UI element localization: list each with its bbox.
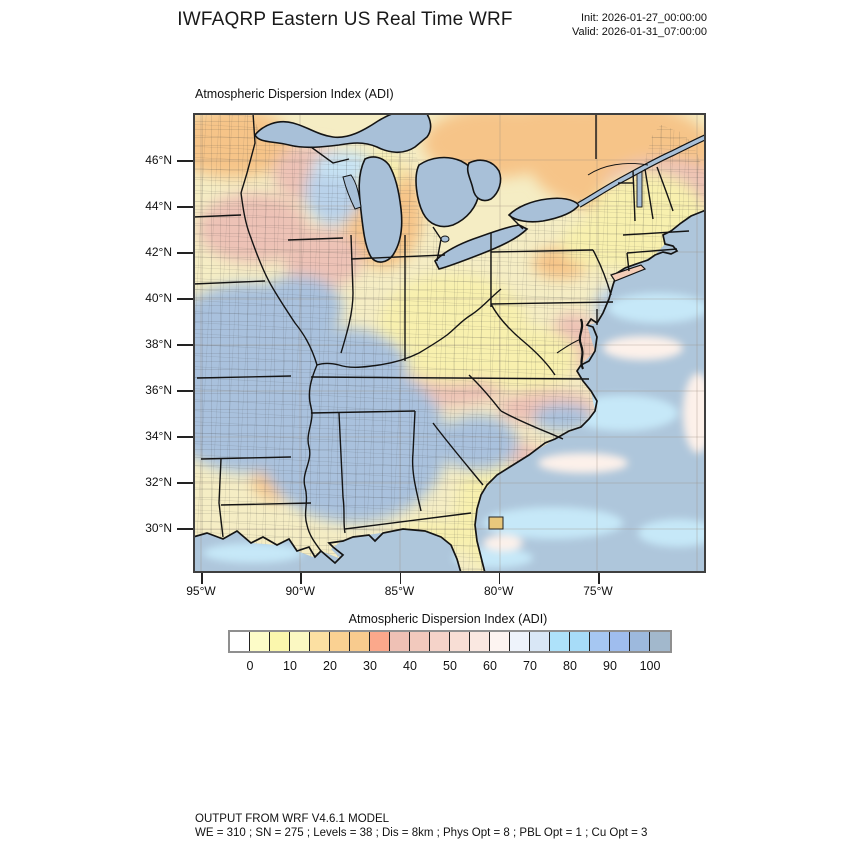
model-info bbox=[195, 812, 647, 840]
lat-tick-mark bbox=[177, 482, 193, 484]
adi-map-canvas bbox=[193, 113, 706, 573]
lat-tick-label: 32°N bbox=[145, 475, 172, 489]
colorbar-cell bbox=[270, 632, 290, 651]
lon-tick-label: 95°W bbox=[186, 584, 216, 598]
okefenokee-patch bbox=[489, 517, 503, 529]
lat-tick-label: 38°N bbox=[145, 337, 172, 351]
lat-tick-label: 46°N bbox=[145, 153, 172, 167]
colorbar-cell bbox=[430, 632, 450, 651]
colorbar-cell bbox=[490, 632, 510, 651]
colorbar-cell bbox=[390, 632, 410, 651]
colorbar-cell bbox=[410, 632, 430, 651]
colorbar-cell bbox=[290, 632, 310, 651]
colorbar-tick-label: 40 bbox=[403, 659, 417, 673]
run-times bbox=[572, 11, 707, 39]
lat-tick-mark bbox=[177, 160, 193, 162]
model-info-line1: OUTPUT FROM WRF V4.6.1 MODEL bbox=[195, 813, 390, 825]
colorbar bbox=[228, 630, 672, 653]
lat-tick-label: 42°N bbox=[145, 245, 172, 259]
lat-tick-mark bbox=[177, 344, 193, 346]
colorbar-tick-label: 80 bbox=[563, 659, 577, 673]
map-subtitle: Atmospheric Dispersion Index (ADI) bbox=[195, 87, 394, 101]
colorbar-cell bbox=[370, 632, 390, 651]
lon-tick-mark bbox=[201, 573, 203, 584]
colorbar-tick-label: 10 bbox=[283, 659, 297, 673]
lat-tick-mark bbox=[177, 390, 193, 392]
lat-tick-mark bbox=[177, 436, 193, 438]
colorbar-tick-label: 0 bbox=[246, 659, 254, 673]
colorbar-cell bbox=[350, 632, 370, 651]
colorbar-cell bbox=[330, 632, 350, 651]
lon-tick-mark bbox=[300, 573, 302, 584]
colorbar-cell bbox=[230, 632, 250, 651]
lon-tick-label: 75°W bbox=[583, 584, 613, 598]
colorbar-cell bbox=[550, 632, 570, 651]
lat-tick-label: 40°N bbox=[145, 291, 172, 305]
map-plot bbox=[193, 113, 706, 573]
colorbar-cell bbox=[590, 632, 610, 651]
map-layers bbox=[193, 113, 706, 573]
lat-tick-mark bbox=[177, 528, 193, 530]
lat-tick-mark bbox=[177, 298, 193, 300]
lat-tick-label: 44°N bbox=[145, 199, 172, 213]
lat-tick-label: 36°N bbox=[145, 383, 172, 397]
model-info-line2: WE = 310 ; SN = 275 ; Levels = 38 ; Dis = 8km ; Phys Opt = 8 ; PBL Opt = 1 ; Cu Opt = 3 bbox=[195, 827, 648, 839]
colorbar-cell bbox=[250, 632, 270, 651]
colorbar-cell bbox=[470, 632, 490, 651]
colorbar-cell bbox=[630, 632, 650, 651]
lon-tick-label: 85°W bbox=[384, 584, 415, 598]
lon-tick-mark bbox=[400, 573, 402, 584]
lat-tick-label: 34°N bbox=[145, 429, 172, 443]
colorbar-cell bbox=[570, 632, 590, 651]
page-title: IWFAQRP Eastern US Real Time WRF bbox=[177, 9, 513, 30]
lat-tick-label: 30°N bbox=[145, 521, 172, 535]
lat-tick-mark bbox=[177, 206, 193, 208]
colorbar-tick-label: 100 bbox=[639, 659, 661, 673]
init-time: Init: 2026-01-27_00:00:00 bbox=[581, 12, 707, 24]
lat-tick-mark bbox=[177, 252, 193, 254]
lon-tick-label: 90°W bbox=[285, 584, 315, 598]
lon-tick-label: 80°W bbox=[484, 584, 514, 598]
colorbar-tick-label: 70 bbox=[523, 659, 537, 673]
colorbar-cell bbox=[510, 632, 530, 651]
lon-tick-mark bbox=[499, 573, 501, 584]
colorbar-cell bbox=[650, 632, 670, 651]
colorbar-tick-label: 20 bbox=[323, 659, 337, 673]
lon-tick-mark bbox=[598, 573, 600, 584]
colorbar-cell bbox=[530, 632, 550, 651]
colorbar-label: Atmospheric Dispersion Index (ADI) bbox=[348, 612, 548, 626]
colorbar-cell bbox=[310, 632, 330, 651]
colorbar-cell bbox=[450, 632, 470, 651]
colorbar-tick-label: 90 bbox=[603, 659, 617, 673]
colorbar-tick-label: 30 bbox=[363, 659, 377, 673]
valid-time: Valid: 2026-01-31_07:00:00 bbox=[572, 26, 707, 38]
colorbar-tick-label: 60 bbox=[483, 659, 497, 673]
colorbar-tick-label: 50 bbox=[443, 659, 457, 673]
colorbar-cell bbox=[610, 632, 630, 651]
